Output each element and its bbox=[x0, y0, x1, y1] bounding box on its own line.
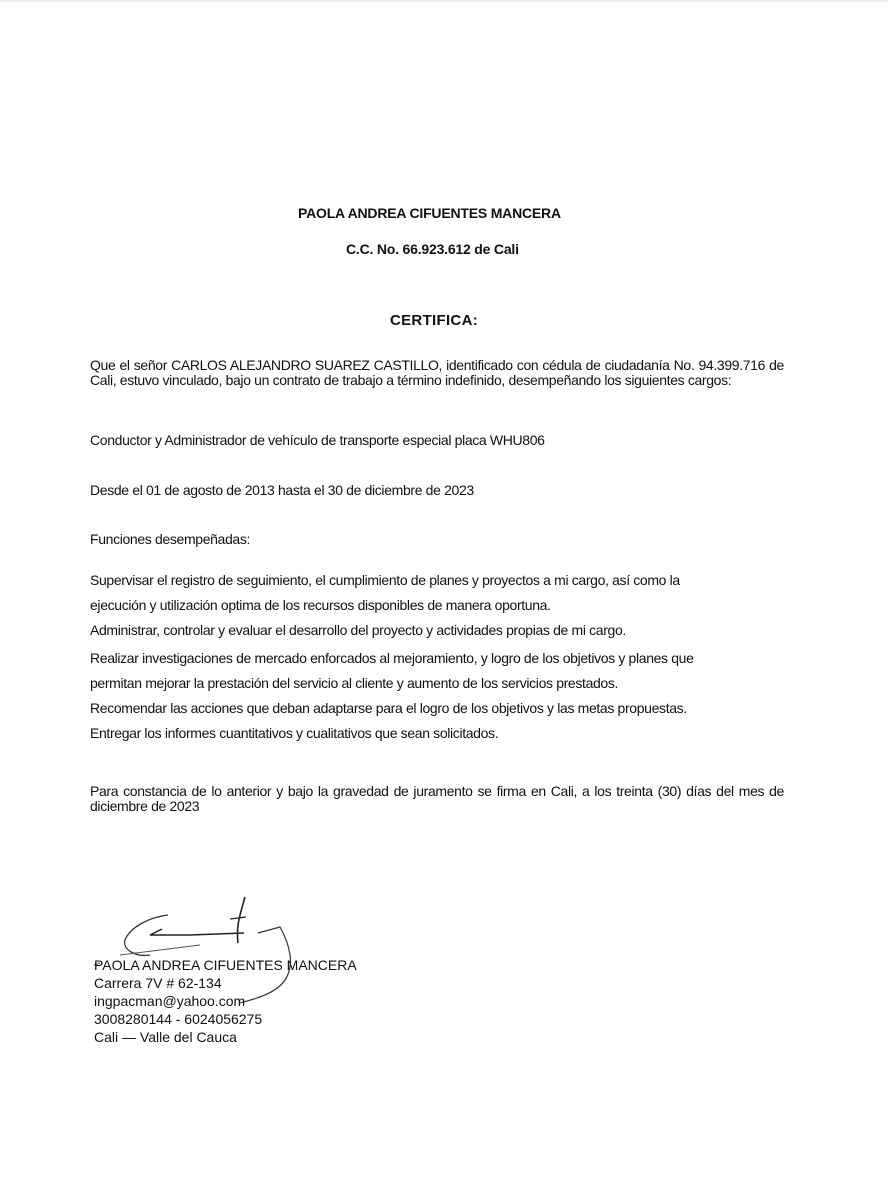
signer-city: Cali — Valle del Cauca bbox=[94, 1029, 237, 1045]
closing-paragraph: Para constancia de lo anterior y bajo la gravedad de juramento se firma en Cali, a los treinta (30) días del mes de diciembre de 2023 bbox=[90, 783, 784, 814]
function-line: Supervisar el registro de seguimiento, el cumplimiento de planes y proyectos a mi cargo, así como la bbox=[90, 572, 680, 588]
issuer-name: PAOLA ANDREA CIFUENTES MANCERA bbox=[298, 205, 561, 221]
signer-name: PAOLA ANDREA CIFUENTES MANCERA bbox=[94, 957, 357, 973]
position-line: Conductor y Administrador de vehículo de transporte especial placa WHU806 bbox=[90, 432, 545, 448]
function-line: permitan mejorar la prestación del servicio al cliente y aumento de los servicios prestados. bbox=[90, 675, 619, 691]
signer-address: Carrera 7V # 62-134 bbox=[94, 975, 222, 991]
function-line: Entregar los informes cuantitativos y cualitativos que sean solicitados. bbox=[90, 725, 499, 741]
signer-email[interactable]: ingpacman@yahoo.com bbox=[94, 993, 246, 1009]
document-title: CERTIFICA: bbox=[390, 312, 478, 329]
function-line: Realizar investigaciones de mercado enforcados al mejoramiento, y logro de los objetivos y planes que bbox=[90, 650, 694, 666]
issuer-id: C.C. No. 66.923.612 de Cali bbox=[346, 241, 519, 257]
scan-edge bbox=[0, 0, 888, 3]
functions-heading: Funciones desempeñadas: bbox=[90, 531, 251, 547]
function-line: Recomendar las acciones que deban adaptarse para el logro de los objetivos y las metas propuestas. bbox=[90, 700, 687, 716]
signer-phones: 3008280144 - 6024056275 bbox=[94, 1011, 263, 1027]
function-line: ejecución y utilización optima de los recursos disponibles de manera oportuna. bbox=[90, 597, 551, 613]
intro-paragraph: Que el señor CARLOS ALEJANDRO SUAREZ CASTILLO, identificado con cédula de ciudadanía No. 94.399.716 de Cali, estuvo vinculado, bajo un contrato de trabajo a término indefinido, desempeñando los siguientes cargos: bbox=[90, 357, 784, 388]
function-line: Administrar, controlar y evaluar el desarrollo del proyecto y actividades propias de mi cargo. bbox=[90, 622, 626, 638]
period-line: Desde el 01 de agosto de 2013 hasta el 30 de diciembre de 2023 bbox=[90, 482, 474, 498]
